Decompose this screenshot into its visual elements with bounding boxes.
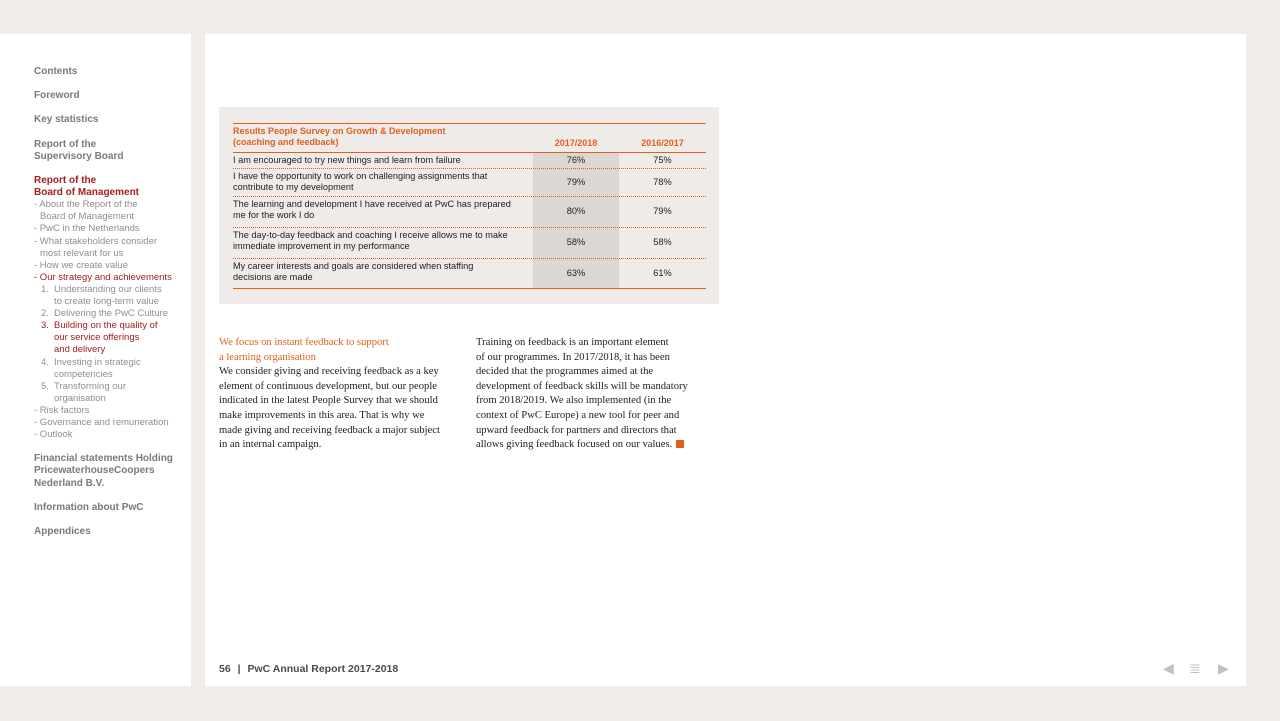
column-header-2017-2018: 2017/2018 — [554, 138, 598, 148]
paragraph-line: made giving and receiving feedback a major subject — [219, 424, 440, 436]
question-line: My career interests and goals are considered when staffing — [233, 261, 474, 271]
paragraph-line: development of feedback skills will be mandatory — [476, 380, 688, 392]
paragraph-line — [476, 438, 716, 453]
nav-label-line: Transforming our — [54, 381, 126, 392]
paragraph-line: make improvements in this area. That is why we — [219, 409, 425, 421]
item-number: 3. — [41, 320, 49, 331]
row-question — [233, 261, 533, 283]
row-value-2017-2018: 80% — [566, 206, 586, 216]
paragraph-line: from 2018/2019. We also implemented (in the — [476, 395, 672, 407]
question-line: decisions are made — [233, 272, 313, 282]
nav-sub-outlook[interactable]: - Outlook — [34, 429, 73, 440]
menu-icon[interactable]: ≣ — [1189, 660, 1201, 676]
nav-label-line: to create long-term value — [54, 296, 160, 308]
nav-strategy-item-4[interactable] — [41, 357, 141, 381]
question-line: I have the opportunity to work on challenging assignments that — [233, 171, 488, 181]
nav-label-line: Investing in strategic — [54, 357, 141, 368]
table-title — [233, 126, 533, 148]
item-number: 4. — [41, 357, 49, 368]
nav-sub-pwc-netherlands[interactable]: - PwC in the Netherlands — [34, 223, 140, 234]
table-title-line: Results People Survey on Growth & Development — [233, 126, 446, 136]
sidebar-navigation — [0, 34, 191, 686]
nav-label-line: Financial statements Holding — [34, 453, 173, 464]
paragraph-last-line: allows giving feedback focused on our values. — [476, 439, 673, 451]
item-number: 5. — [41, 381, 49, 392]
nav-sub-stakeholders[interactable] — [34, 236, 157, 260]
paragraph-line: Training on feedback is an important element — [476, 337, 669, 348]
nav-sub-strategy[interactable]: - Our strategy and achievements — [34, 272, 172, 283]
previous-page-icon[interactable]: ◀ — [1163, 660, 1174, 676]
nav-board-of-management[interactable] — [34, 175, 139, 200]
paragraph-line: in an internal campaign. — [219, 439, 322, 451]
nav-label-line: Supervisory Board — [34, 151, 124, 163]
row-value-2017-2018: 63% — [566, 268, 586, 278]
page-number: 56 — [219, 663, 231, 675]
row-value-2016-2017: 58% — [653, 237, 672, 247]
nav-label-line: Building on the quality of — [54, 320, 158, 331]
row-question — [233, 230, 533, 252]
nav-strategy-item-2[interactable] — [41, 308, 168, 320]
paragraph-line: element of continuous development, but our people — [219, 380, 437, 392]
nav-supervisory-board[interactable] — [34, 139, 123, 164]
row-value-2017-2018: 58% — [566, 237, 586, 247]
row-question — [233, 155, 533, 166]
body-column-right — [476, 336, 716, 453]
row-value-2017-2018: 76% — [566, 155, 586, 165]
nav-label-line: Delivering the PwC Culture — [54, 308, 169, 319]
row-divider — [233, 258, 706, 259]
question-line: I am encouraged to try new things and learn from failure — [233, 155, 461, 165]
nav-label-line: and delivery — [54, 344, 106, 356]
page-footer — [219, 663, 398, 675]
nav-contents[interactable]: Contents — [34, 66, 78, 77]
question-line: The learning and development I have received at PwC has prepared — [233, 199, 511, 209]
nav-label-line: Board of Management — [40, 211, 135, 223]
next-page-icon[interactable]: ▶ — [1218, 660, 1229, 676]
report-title: PwC Annual Report 2017-2018 — [247, 663, 399, 675]
table-row — [219, 155, 719, 167]
table-top-rule — [233, 123, 706, 124]
item-number: 2. — [41, 308, 49, 319]
row-value-2016-2017: 79% — [653, 206, 672, 216]
nav-label-line: Report of the — [34, 139, 97, 150]
row-value-2016-2017: 75% — [653, 155, 672, 165]
table-title-line: (coaching and feedback) — [233, 137, 339, 147]
row-divider — [233, 227, 706, 228]
table-header-rule — [233, 152, 706, 153]
row-value-2017-2018: 79% — [566, 177, 586, 187]
question-line: contribute to my development — [233, 182, 354, 192]
paragraph-line: indicated in the latest People Survey that we should — [219, 395, 438, 407]
footer-separator: | — [237, 663, 241, 675]
nav-strategy-item-3[interactable] — [41, 320, 158, 356]
nav-financial-statements[interactable] — [34, 453, 173, 490]
nav-strategy-item-1[interactable] — [41, 284, 162, 308]
nav-strategy-item-5[interactable] — [41, 381, 126, 405]
row-question — [233, 199, 533, 221]
item-text — [54, 320, 158, 356]
paragraph-line: context of PwC Europe) a new tool for peer and — [476, 409, 680, 421]
nav-label-line: most relevant for us — [40, 248, 124, 260]
paragraph-line: of our programmes. In 2017/2018, it has been — [476, 351, 670, 363]
nav-key-statistics[interactable]: Key statistics — [34, 114, 99, 125]
item-text — [54, 284, 162, 308]
report-page — [205, 34, 1246, 686]
nav-label-line: organisation — [54, 393, 106, 405]
row-value-2016-2017: 61% — [653, 268, 672, 278]
paragraph-line: decided that the programmes aimed at the — [476, 366, 654, 378]
item-text — [54, 381, 126, 405]
nav-label-line: PricewaterhouseCoopers — [34, 465, 155, 477]
item-text — [54, 357, 141, 381]
nav-appendices[interactable]: Appendices — [34, 526, 91, 537]
question-line: immediate improvement in my performance — [233, 241, 410, 251]
nav-sub-risk-factors[interactable]: - Risk factors — [34, 405, 90, 416]
nav-foreword[interactable]: Foreword — [34, 90, 80, 101]
row-divider — [233, 168, 706, 169]
question-line: The day-to-day feedback and coaching I receive allows me to make — [233, 230, 508, 240]
heading-line: We focus on instant feedback to support — [219, 337, 389, 348]
row-divider — [233, 196, 706, 197]
section-heading — [219, 336, 469, 365]
row-question — [233, 171, 533, 193]
item-text — [54, 308, 168, 320]
end-of-article-marker — [676, 440, 684, 448]
column-header-2016-2017: 2016/2017 — [641, 138, 684, 148]
nav-label-line: Nederland B.V. — [34, 477, 105, 489]
nav-label-line: competencies — [54, 369, 113, 381]
heading-line: a learning organisation — [219, 351, 316, 363]
row-value-2016-2017: 78% — [653, 177, 672, 187]
nav-label-line: our service offerings — [54, 332, 140, 344]
nav-sub-about-report[interactable] — [34, 199, 138, 223]
paragraph-line: upward feedback for partners and directors that — [476, 424, 677, 436]
nav-sub-governance[interactable]: - Governance and remuneration — [34, 417, 169, 428]
nav-label-line: Understanding our clients — [54, 284, 162, 295]
nav-label-line: - What stakeholders consider — [34, 236, 158, 247]
nav-label-line: - About the Report of the — [34, 199, 138, 210]
nav-label-line: Report of the — [34, 175, 97, 186]
question-line: me for the work I do — [233, 210, 315, 220]
table-bottom-rule — [233, 288, 706, 289]
body-column-left — [219, 336, 469, 453]
item-number: 1. — [41, 284, 49, 295]
nav-label-line: Board of Management — [34, 187, 140, 199]
nav-information-about-pwc[interactable]: Information about PwC — [34, 502, 144, 513]
paragraph-line: We consider giving and receiving feedback as a key — [219, 366, 439, 378]
nav-sub-create-value[interactable]: - How we create value — [34, 260, 128, 271]
survey-results-table — [219, 107, 719, 304]
